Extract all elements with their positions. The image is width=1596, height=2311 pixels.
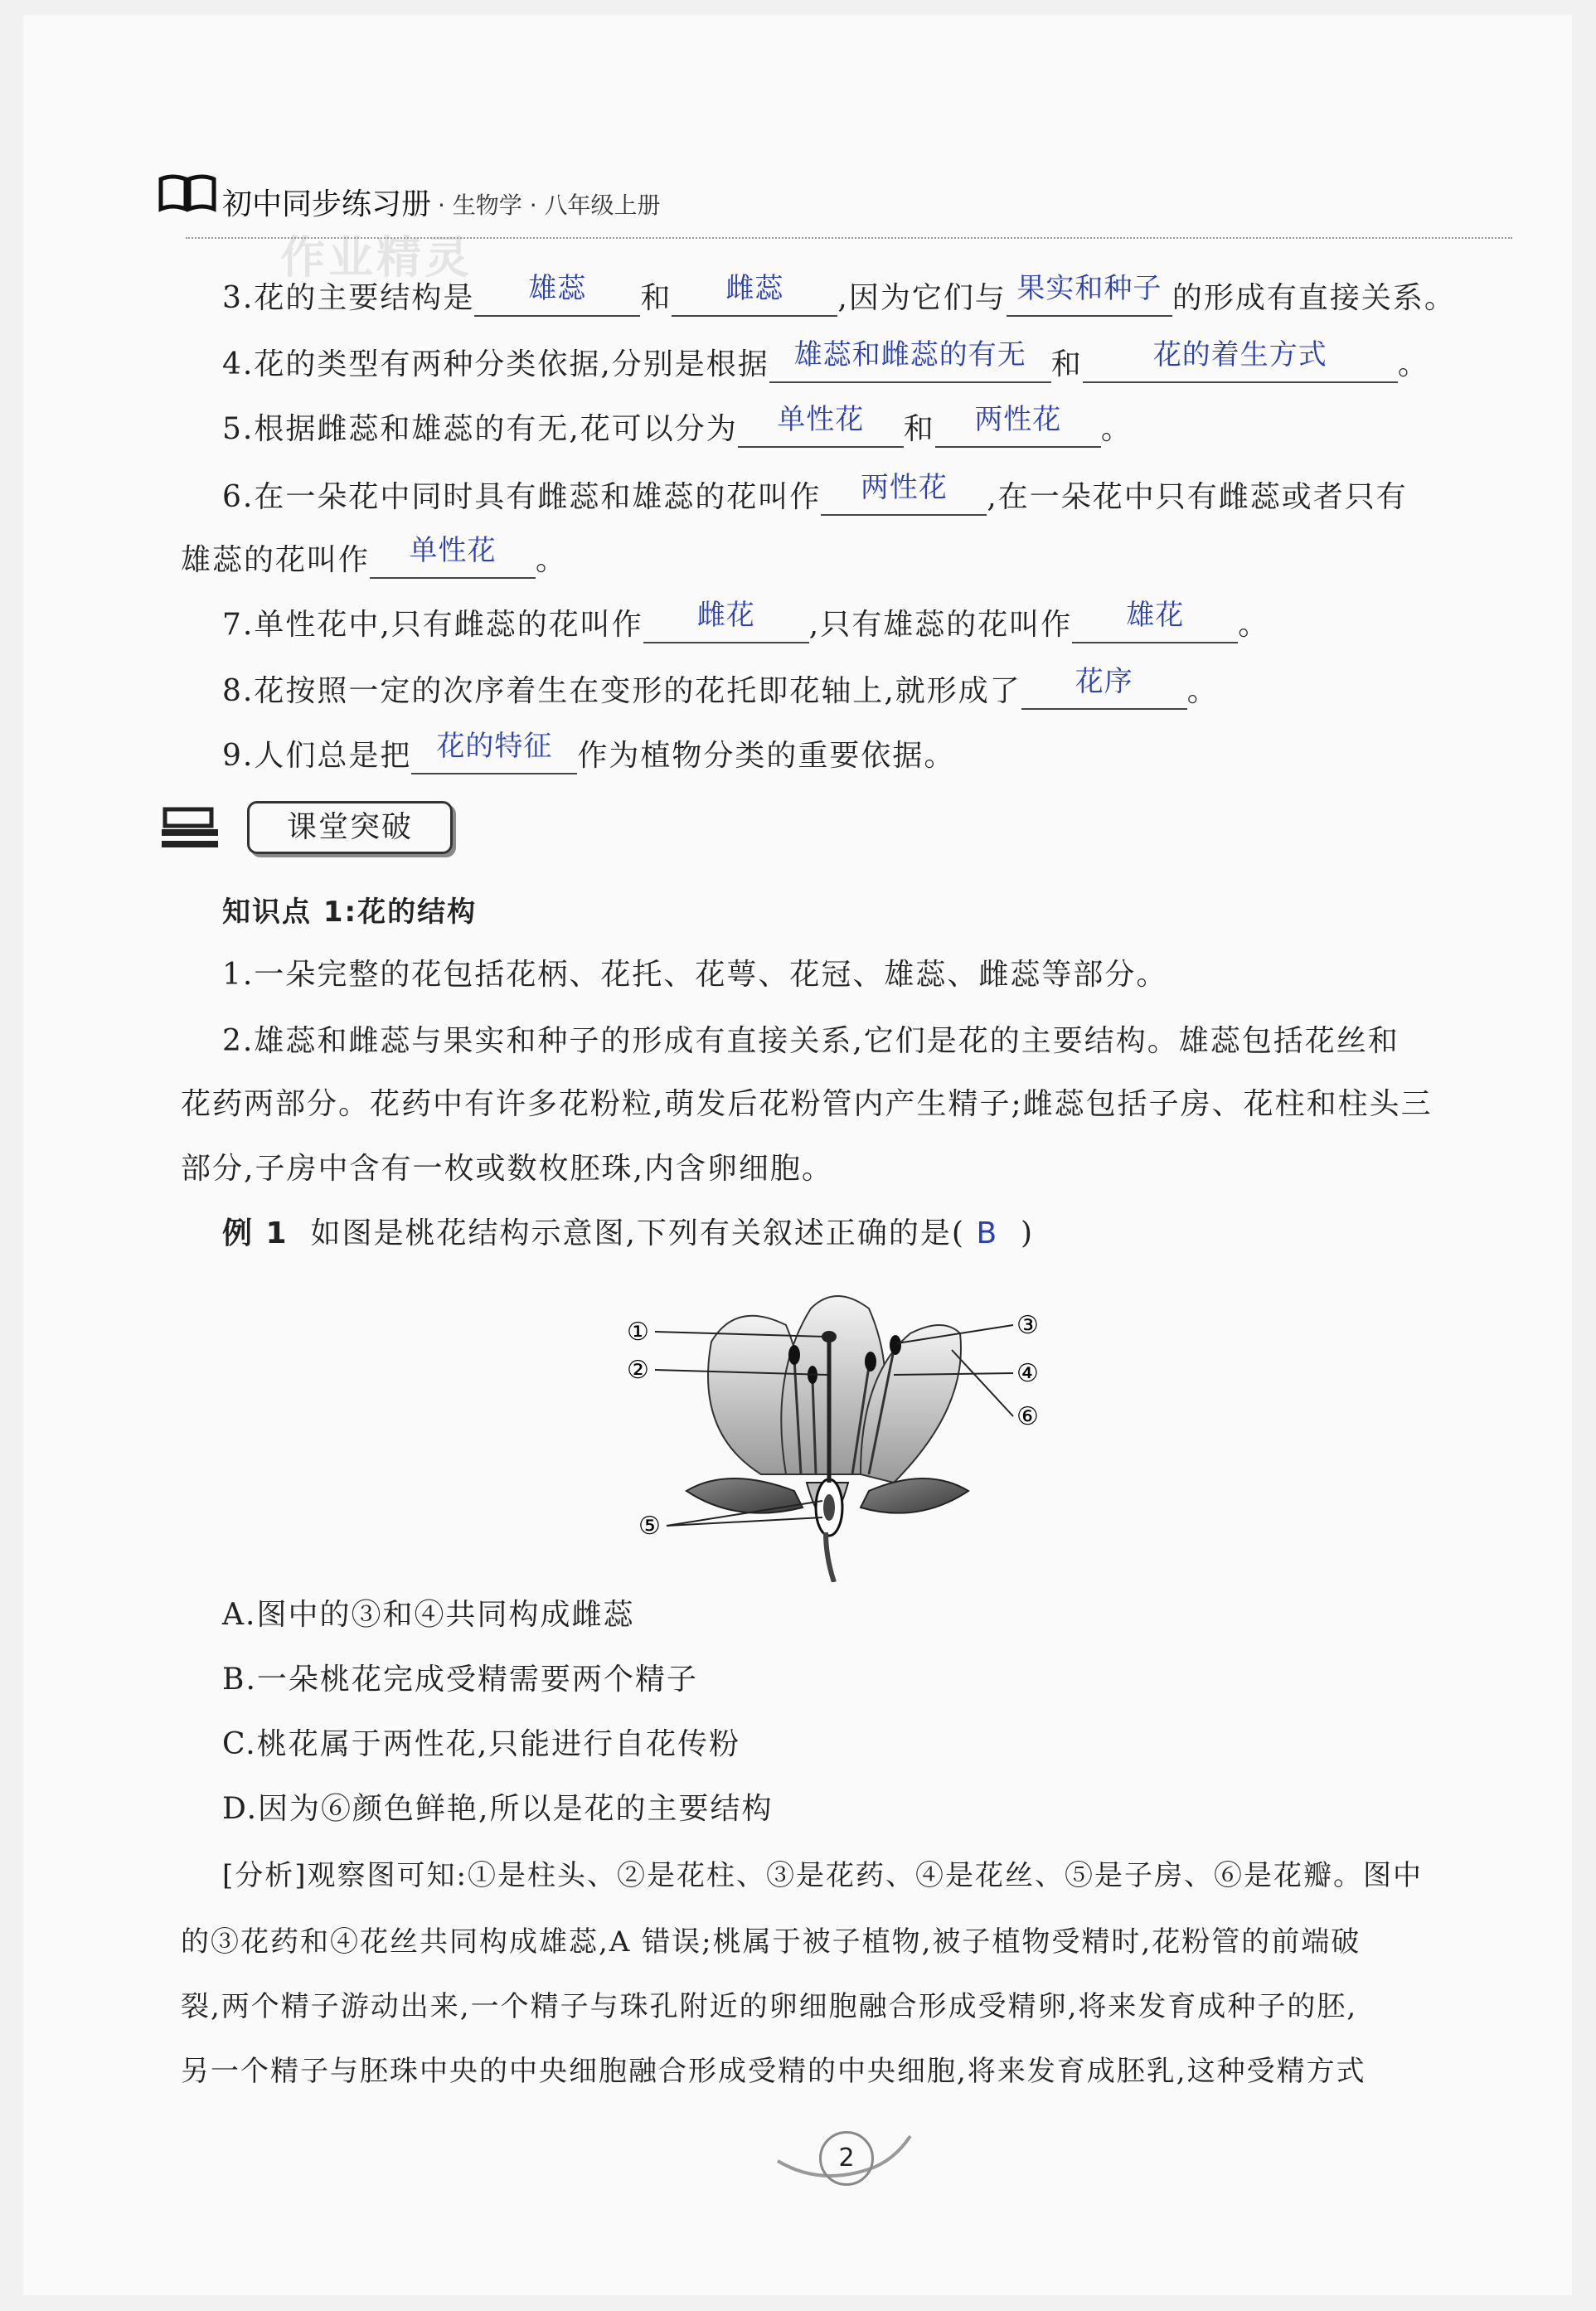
label-4: ④: [1016, 1359, 1039, 1388]
option-c: C.桃花属于两性花,只能进行自花传粉: [222, 1727, 741, 1761]
question-3: 3.花的主要结构是 雄蕊 和 雌蕊 ,因为它们与 果实和种子 的形成有直接关系。: [222, 272, 1456, 315]
knowledge-p2-line2: 花药两部分。花药中有许多花粉粒,萌发后花粉管内产生精子;雌蕊包括子房、花柱和柱头三: [181, 1087, 1433, 1121]
question-8: 8.花按照一定的次序着生在变形的花托即花轴上,就形成了 花序 。: [222, 665, 1219, 708]
option-b: B.一朵桃花完成受精需要两个精子: [222, 1663, 698, 1697]
label-6: ⑥: [1016, 1402, 1039, 1431]
analysis-line1: [分析]观察图可知:①是柱头、②是花柱、③是花药、④是花丝、⑤是子房、⑥是花瓣。图中: [222, 1859, 1423, 1892]
answer-q3-1: 雄蕊: [528, 272, 587, 305]
option-a: A.图中的③和④共同构成雌蕊: [222, 1598, 635, 1632]
knowledge-heading: 知识点 1:花的结构: [222, 896, 478, 929]
answer-q3-2: 雌蕊: [725, 272, 784, 305]
knowledge-p2-line1: 2.雄蕊和雌蕊与果实和种子的形成有直接关系,它们是花的主要结构。雄蕊包括花丝和: [222, 1024, 1400, 1058]
answer-q5-1: 单性花: [777, 403, 865, 436]
example-answer: B: [976, 1216, 999, 1250]
answer-q6-2: 单性花: [409, 534, 497, 567]
answer-q3-3: 果实和种子: [1016, 272, 1162, 305]
peach-flower-diagram: [620, 1284, 1051, 1582]
answer-q4-2: 花的着生方式: [1152, 338, 1327, 371]
example-stem: 例 1 如图是桃花结构示意图,下列有关叙述正确的是( B ): [222, 1216, 1035, 1250]
watermark: 作业精灵: [280, 231, 473, 284]
answer-q9-1: 花的特征: [436, 730, 553, 763]
section-title: 课堂突破: [247, 801, 453, 854]
answer-q6-1: 两性花: [860, 471, 948, 504]
analysis-line2: 的③花药和④花丝共同构成雄蕊,A 错误;桃属于被子植物,被子植物受精时,花粉管的前端破: [181, 1925, 1361, 1959]
label-3: ③: [1016, 1311, 1039, 1340]
analysis-line4: 另一个精子与胚珠中央的中央细胞融合形成受精的中央细胞,将来发育成胚乳,这种受精方式: [181, 2055, 1366, 2088]
answer-q7-1: 雌花: [696, 599, 755, 632]
label-1: ①: [627, 1318, 649, 1347]
book-icon: [158, 172, 217, 214]
question-6-line2: 雄蕊的花叫作 单性花 。: [181, 534, 568, 577]
header-subtitle: · 生物学 · 八年级上册: [438, 192, 661, 219]
question-5: 5.根据雌蕊和雄蕊的有无,花可以分为 单性花 和 两性花 。: [222, 403, 1133, 446]
knowledge-p2-line3: 部分,子房中含有一枚或数枚胚珠,内含卵细胞。: [181, 1152, 833, 1186]
header-title: 初中同步练习册: [222, 187, 432, 221]
analysis-line3: 裂,两个精子游动出来,一个精子与珠孔附近的卵细胞融合形成受精卵,将来发育成种子的胚,: [181, 1990, 1358, 2023]
label-5: ⑤: [638, 1512, 661, 1541]
question-4: 4.花的类型有两种分类依据,分别是根据 雄蕊和雌蕊的有无 和 花的着生方式 。: [222, 338, 1429, 381]
question-9: 9.人们总是把 花的特征 作为植物分类的重要依据。: [222, 730, 956, 773]
question-6: 6.在一朵花中同时具有雌蕊和雄蕊的花叫作 两性花 ,在一朵花中只有雌蕊或者只有: [222, 471, 1408, 514]
question-7: 7.单性花中,只有雌蕊的花叫作 雌花 ,只有雄蕊的花叫作 雄花 。: [222, 599, 1270, 642]
answer-q4-1: 雄蕊和雌蕊的有无: [793, 338, 1026, 371]
answer-q5-2: 两性花: [974, 403, 1062, 436]
answer-q8-1: 花序: [1075, 665, 1133, 698]
workbook-page: [23, 15, 1572, 2295]
knowledge-p1: 1.一朵完整的花包括花柄、花托、花萼、花冠、雄蕊、雌蕊等部分。: [222, 958, 1168, 992]
answer-q7-2: 雄花: [1126, 599, 1185, 632]
label-2: ②: [627, 1356, 649, 1385]
page-number: 2: [819, 2131, 874, 2186]
option-d: D.因为⑥颜色鲜艳,所以是花的主要结构: [222, 1792, 774, 1826]
section-icon: [160, 804, 226, 851]
